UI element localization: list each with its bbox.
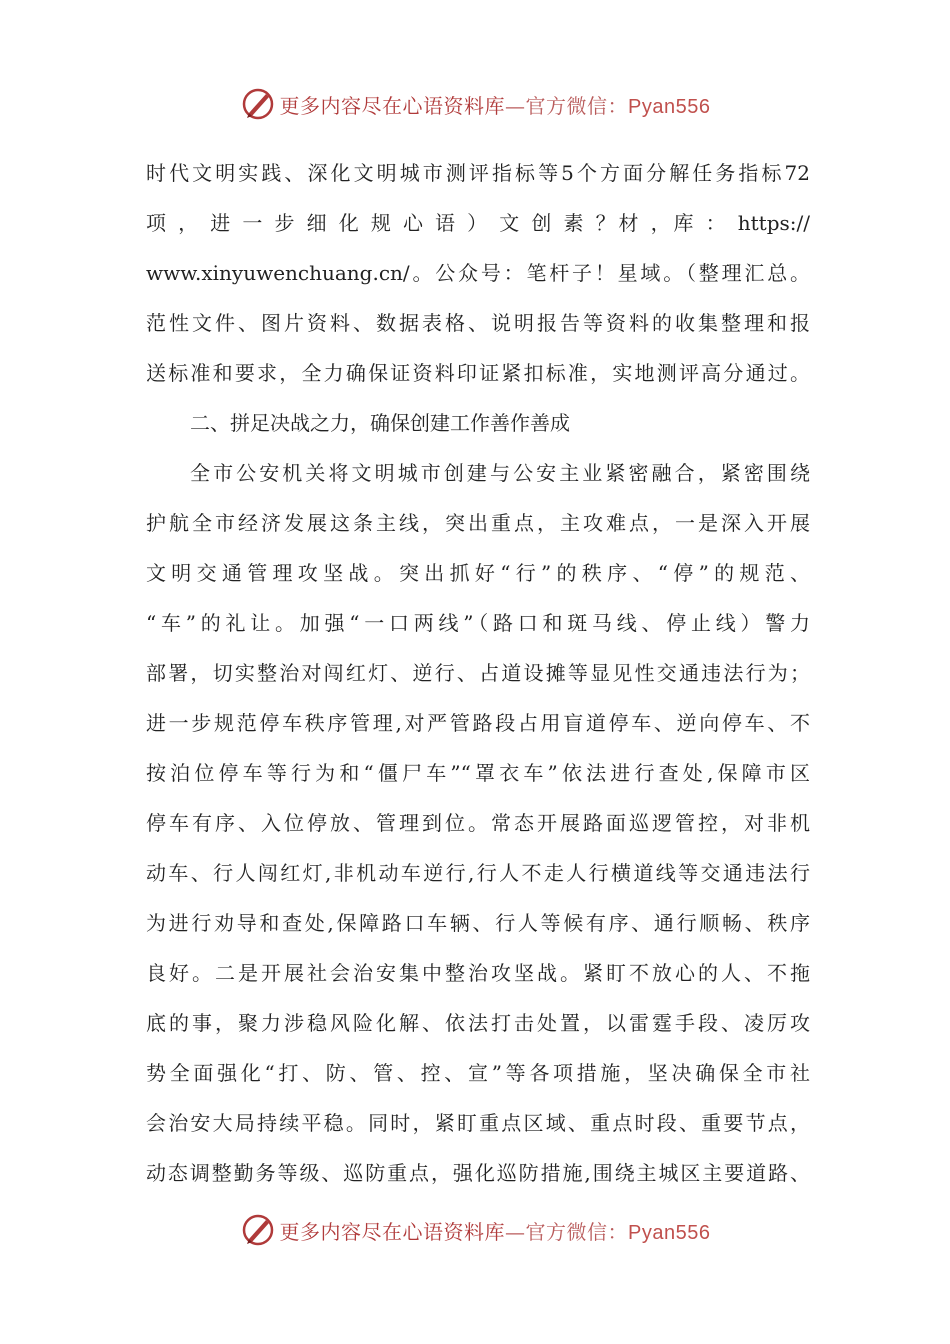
paragraph-first-line: 全市公安机关将文明城市创建与公安主业紧密融合，紧密围绕: [190, 461, 810, 485]
text-line: 送标准和要求，全力确保证资料印证紧扣标准，实地测评高分通过。: [146, 361, 810, 385]
footer-watermark-banner: [0, 1210, 950, 1250]
text-line: 底的事，聚力涉稳风险化解、依法打击处置，以雷霆手段、凌厉攻: [146, 1011, 810, 1035]
text-line: 护航全市经济发展这条主线，突出重点，主攻难点，一是深入开展: [146, 511, 810, 535]
text-line: www.xinyuwenchuang.cn/。公众号：笔杆子！星域。（整理汇总。: [146, 261, 810, 285]
text-line: 动车、行人闯红灯,非机动车逆行,行人不走人行横道线等交通违法行: [146, 861, 810, 885]
text-line: 文明交通管理攻坚战。突出抓好“行”的秩序、“停”的规范、: [146, 561, 810, 585]
watermark-wechat-id: Pyan556: [628, 1221, 711, 1244]
watermark-site-name: 更多内容尽在心语资料库: [279, 93, 506, 118]
text-line: 动态调整勤务等级、巡防重点，强化巡防措施,围绕主城区主要道路、: [146, 1161, 810, 1185]
watermark-site-name: 更多内容尽在心语资料库: [279, 1219, 506, 1244]
text-line: 会治安大局持续平稳。同时，紧盯重点区域、重点时段、重要节点，: [146, 1111, 810, 1135]
watermark-wechat-id: Pyan556: [628, 95, 711, 118]
text-line: 进一步规范停车秩序管理,对严管路段占用盲道停车、逆向停车、不: [146, 711, 810, 735]
text-line: 项 ， 进 一 步 细 化 规 心 语 ） 文 创 素 ？材 ，库 ： https://: [146, 211, 810, 235]
text-line: 部署，切实整治对闯红灯、逆行、占道设摊等显见性交通违法行为；: [146, 661, 810, 685]
text-line: 范性文件、图片资料、数据表格、说明报告等资料的收集整理和报: [146, 311, 810, 335]
text-line: 停车有序、入位停放、管理到位。常态开展路面巡逻管控，对非机: [146, 811, 810, 835]
text-line: 势全面强化“打、防、管、控、宣”等各项措施，坚决确保全市社: [146, 1061, 810, 1085]
document-body: [146, 148, 810, 1198]
pen-logo-icon: [240, 1212, 276, 1248]
section-heading: 二、拼足决战之力，确保创建工作善作善成: [190, 411, 570, 435]
text-line: “车”的礼让。加强“一口两线”（路口和斑马线、停止线）警力: [146, 611, 810, 635]
text-line: 良好。二是开展社会治安集中整治攻坚战。紧盯不放心的人、不拖: [146, 961, 810, 985]
text-line: 时代文明实践、深化文明城市测评指标等5个方面分解任务指标72: [146, 161, 810, 185]
watermark-text: [280, 90, 711, 119]
text-line: 按泊位停车等行为和“僵尸车”“罩衣车”依法进行查处,保障市区: [146, 761, 810, 785]
text-line: 为进行劝导和查处,保障路口车辆、行人等候有序、通行顺畅、秩序: [146, 911, 810, 935]
watermark-wechat-label: —官方微信：: [505, 93, 629, 118]
header-watermark-banner: [0, 84, 950, 124]
pen-logo-icon: [240, 86, 276, 122]
watermark-text: [280, 1216, 711, 1245]
watermark-wechat-label: —官方微信：: [505, 1219, 629, 1244]
